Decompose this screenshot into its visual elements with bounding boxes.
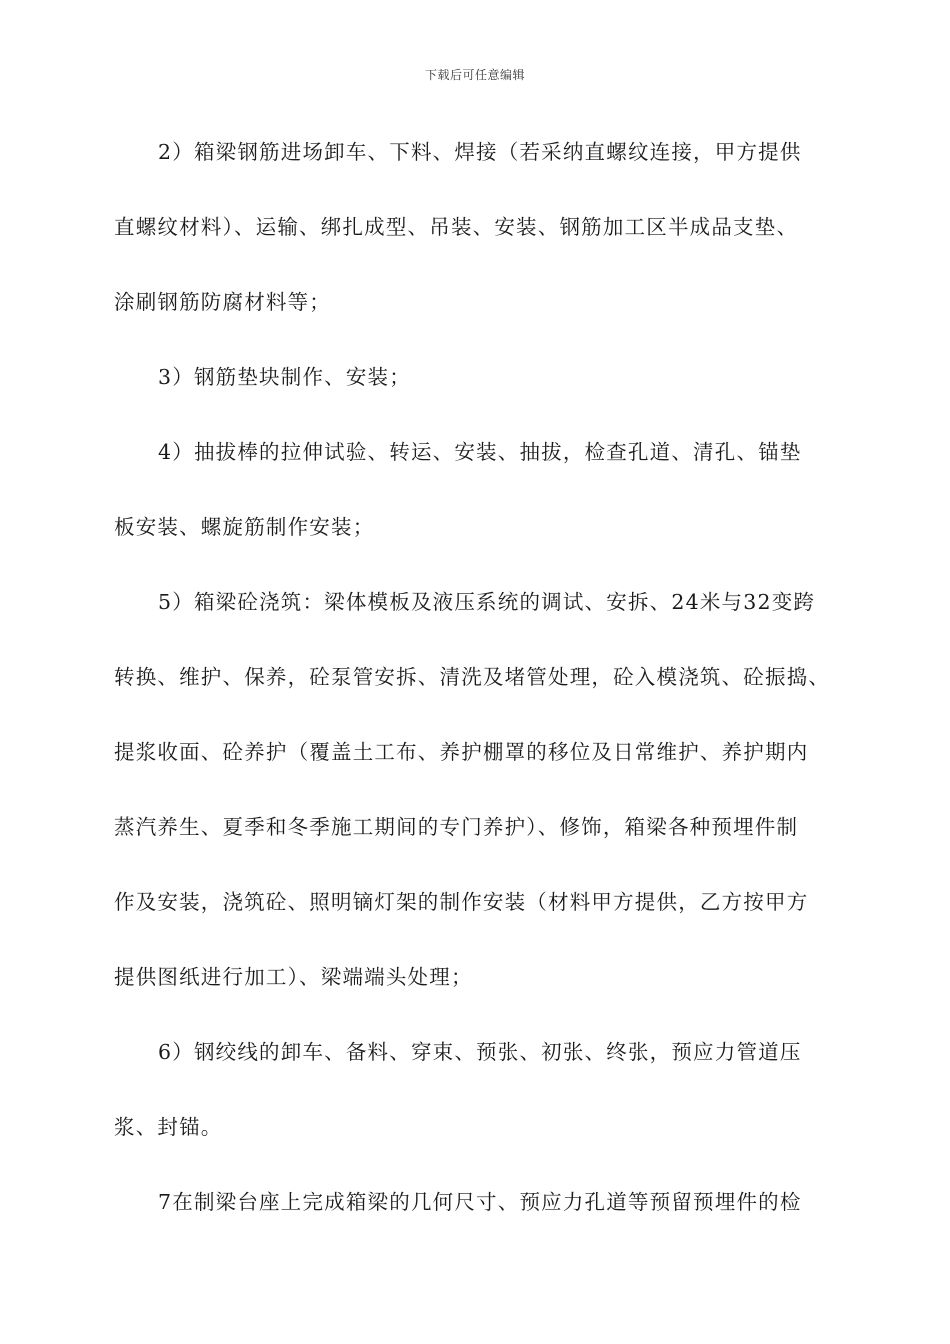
- text-line: 6）钢绞线的卸车、备料、穿束、预张、初张、终张，预应力管道压: [158, 1040, 802, 1064]
- text-line: 2）箱梁钢筋进场卸车、下料、焊接（若采纳直螺纹连接，甲方提供: [158, 140, 802, 164]
- text-line: 提浆收面、砼养护（覆盖土工布、养护棚罩的移位及日常维护、养护期内: [114, 740, 809, 764]
- text-line: 7在制梁台座上完成箱梁的几何尺寸、预应力孔道等预留预埋件的检: [158, 1190, 802, 1214]
- text-line: 3）钢筋垫块制作、安装；: [158, 365, 411, 389]
- text-line: 蒸汽养生、夏季和冬季施工期间的专门养护）、修饰，箱梁各种预埋件制: [114, 815, 799, 839]
- text-line: 涂刷钢筋防腐材料等；: [114, 290, 331, 314]
- text-line: 转换、维护、保养，砼泵管安拆、清洗及堵管处理，砼入模浇筑、砼振捣、: [114, 665, 831, 689]
- text-line: 直螺纹材料）、运输、绑扎成型、吊装、安装、钢筋加工区半成品支垫、: [114, 215, 799, 239]
- text-line: 提供图纸进行加工）、梁端端头处理；: [114, 965, 473, 989]
- text-line: 浆、封锚。: [114, 1115, 223, 1139]
- text-line: 作及安装，浇筑砼、照明镝灯架的制作安装（材料甲方提供，乙方按甲方: [114, 890, 809, 914]
- text-line: 5）箱梁砼浇筑：梁体模板及液压系统的调试、安拆、24米与32变跨: [158, 590, 816, 614]
- text-line: 板安装、螺旋筋制作安装；: [114, 515, 375, 539]
- document-body: [114, 128, 844, 1253]
- page-header: 下载后可任意编辑: [424, 68, 525, 82]
- text-line: 4）抽拔棒的拉伸试验、转运、安装、抽拔，检查孔道、清孔、锚垫: [158, 440, 802, 464]
